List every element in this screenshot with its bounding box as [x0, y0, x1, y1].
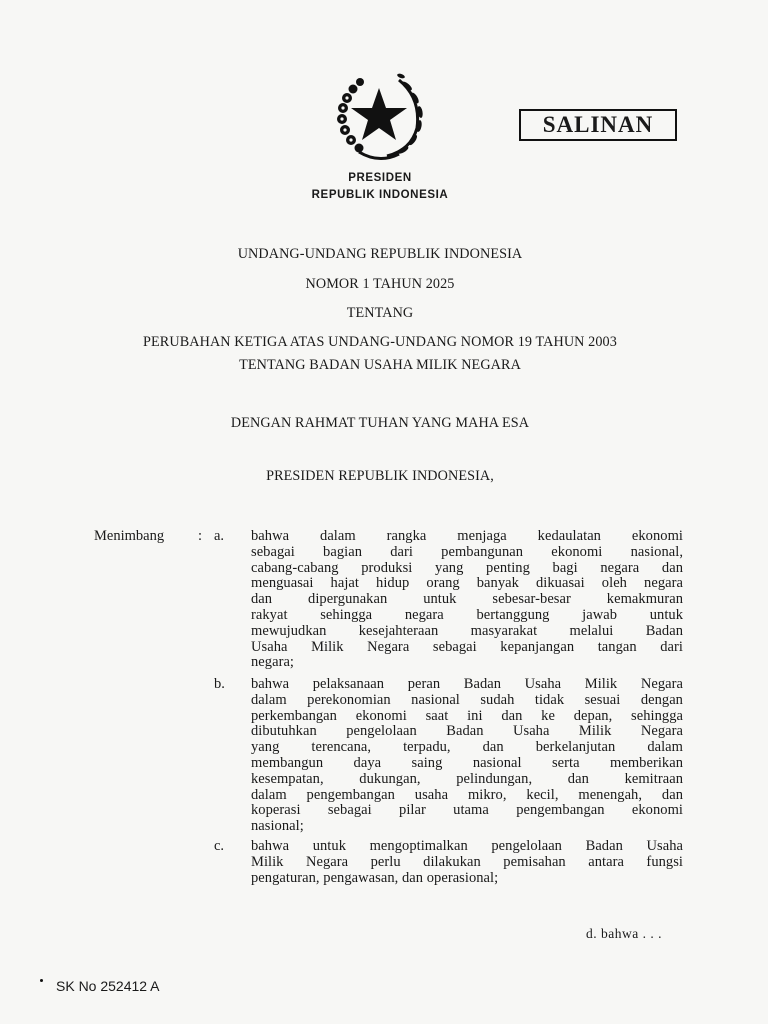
stamp-label: SALINAN — [542, 112, 654, 137]
text-line: dibutuhkan pengelolaan Badan Usaha Milik Negara — [251, 723, 683, 740]
salinan-stamp — [519, 109, 677, 141]
text-line: dalam perekonomian nasional sudah tidak sesuai dengan — [251, 691, 683, 708]
law-title: UNDANG-UNDANG REPUBLIK INDONESIA — [237, 246, 523, 262]
garuda-emblem-icon — [325, 68, 433, 166]
text-line: yang terencana, terpadu, dan berkelanjutan dalam — [251, 739, 683, 756]
text-line: pengaturan, pengawasan, dan operasional; — [251, 869, 499, 886]
text-line: menguasai hajat hidup orang banyak dikuasai oleh negara — [251, 575, 683, 592]
next-page-catchword: d. bahwa . . . — [586, 926, 662, 941]
law-number: NOMOR 1 TAHUN 2025 — [305, 276, 455, 292]
serial-number: SK No 252412 A — [56, 978, 160, 994]
considering-colon: : — [198, 528, 203, 544]
item-text-b — [251, 677, 683, 835]
considering-label: Menimbang — [94, 528, 165, 544]
item-letter-c: c. — [214, 838, 225, 854]
text-line: bahwa pelaksanaan peran Badan Usaha Milik Negara — [251, 676, 683, 692]
item-text-c — [251, 839, 683, 886]
text-line: perkembangan ekonomi saat ini dan ke depan, sehingga — [251, 707, 683, 724]
republic-label: REPUBLIK INDONESIA — [311, 189, 449, 201]
law-subject-line2: TENTANG BADAN USAHA MILIK NEGARA — [239, 357, 521, 373]
item-text-a — [251, 529, 683, 671]
text-line: cabang-cabang produksi yang penting bagi negara dan — [251, 559, 683, 576]
text-line: kesempatan, dukungan, pelindungan, dan kemitraan — [251, 770, 683, 787]
about-label: TENTANG — [346, 305, 414, 321]
text-line: nasional; — [251, 818, 304, 835]
text-line: membangun daya saing nasional serta memberikan — [251, 754, 683, 771]
grace-invocation: DENGAN RAHMAT TUHAN YANG MAHA ESA — [230, 415, 530, 431]
text-line: dan dipergunakan untuk sebesar-besar kemakmuran — [251, 591, 683, 608]
item-letter-a: a. — [214, 528, 225, 544]
text-line: negara; — [251, 654, 295, 671]
president-heading: PRESIDEN REPUBLIK INDONESIA, — [266, 468, 494, 484]
president-label: PRESIDEN — [348, 172, 412, 184]
text-line: dalam pengembangan usaha mikro, kecil, menengah, dan — [251, 786, 683, 803]
text-line: koperasi sebagai pilar utama pengembangan ekonomi — [251, 802, 683, 819]
law-subject-line1: PERUBAHAN KETIGA ATAS UNDANG-UNDANG NOMOR 19 TAHUN 2003 — [143, 334, 617, 350]
text-line: Usaha Milik Negara sebagai kepanjangan tangan dari — [251, 638, 683, 655]
text-line: Milik Negara perlu dilakukan pemisahan antara fungsi — [251, 853, 683, 870]
text-line: bahwa untuk mengoptimalkan pengelolaan Badan Usaha — [251, 838, 683, 854]
bullet-dot — [40, 979, 43, 982]
text-line: sebagai bagian dari pembangunan ekonomi nasional, — [251, 543, 683, 560]
text-line: rakyat sehingga negara bertanggung jawab untuk — [251, 606, 683, 623]
item-letter-b: b. — [214, 676, 225, 692]
text-line: mewujudkan kesejahteraan masyarakat melalui Badan — [251, 622, 683, 639]
text-line: bahwa dalam rangka menjaga kedaulatan ekonomi — [251, 528, 683, 544]
